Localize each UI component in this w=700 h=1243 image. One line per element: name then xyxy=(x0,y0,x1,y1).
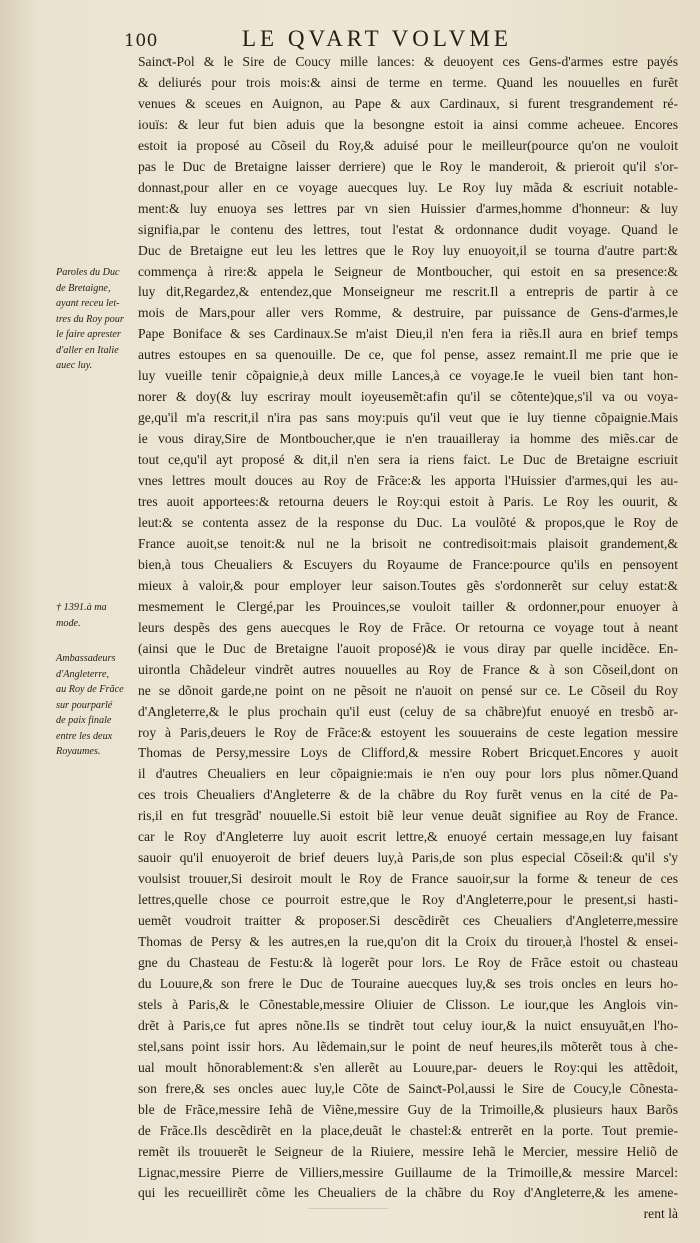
text-line: lettres,quelle chose ce pourroit estre,que le Roy d'Angleterre,pour le present,si hasti- xyxy=(138,892,678,908)
text-line: stels à Paris,& le Cõnestable,messire Oliuier de Clisson. Le iour,que les Anglois vin- xyxy=(138,996,678,1012)
margin-note-line: tres du Roy pour xyxy=(56,313,124,325)
text-line: de Frãce.Ils descẽdirẽt en la place,deuãt le chastel:& entrerẽt en la porte. Tout premie- xyxy=(138,1122,678,1138)
text-line: son frere,& ses oncles auec luy,le Cõte de Saincͭt-Pol,aussi le Sire de Coucy,le Cõnesta- xyxy=(138,1080,678,1096)
text-line: & deliurés pour trois mois:& ainsi de terme en terme. Quand les nouuelles en furẽt xyxy=(138,74,678,90)
text-line: autres estoupes en sa quenouille. De ce, que fol pense, assez remaint.Il me prie que ie xyxy=(138,347,678,363)
text-line: Thomas de Persy,messire Loys de Clifford,& messire Robert Bricquet.Encores y auoit xyxy=(138,745,678,761)
margin-note-line: ayant receu let- xyxy=(56,298,120,309)
text-line: du Louure,& son frere le Duc de Touraine auecques luy,& ses trois oncles en leurs ho- xyxy=(138,975,678,991)
text-line: Saincͭt-Pol & le Sire de Coucy mille lances: & deuoyent ces Gens-d'armes estre payés xyxy=(138,54,678,69)
margin-note-line: d'aller en Italie xyxy=(56,344,119,356)
text-line: voulsist trouuer,Si desiroit moult le Roy de France sauoir,sur la forme & teneur de ces xyxy=(138,871,678,887)
text-line: ble de Frãce,messire Iehã de Viẽne,messire Guy de la Trimoille,& plusieurs haux Barõs xyxy=(138,1101,678,1117)
bleed-through-mark xyxy=(308,1208,388,1223)
margin-note-date xyxy=(56,600,138,631)
text-line: (ainsi que le Duc de Bretaigne l'auoit proposé)& ie vous diray par quelle incidẽce. En- xyxy=(138,640,678,656)
margin-note-english-ambassadors xyxy=(56,651,138,760)
margin-note-duke-of-brittany xyxy=(56,265,138,374)
margin-note-line: de Bretaigne, xyxy=(56,282,111,294)
margin-note-line: † 1391.à ma xyxy=(56,602,107,613)
margin-note-line: le faire aprester xyxy=(56,329,121,340)
margin-note-line: sur pourparlé xyxy=(56,699,113,711)
text-line: signifia,par le contenu des lettres, tout l'estat & ordonnance dudit voyage. Quand le xyxy=(138,221,678,237)
text-line: bien,à tous Cheualiers & Escuyers du Royaume de France:pource qu'ils en pensoyent xyxy=(138,556,678,572)
text-line: uemẽt voudroit traitter & proposer.Si descẽdirẽt ces Cheualiers d'Angleterre,messire xyxy=(138,913,678,929)
text-line: d'Angleterre,& le plus prochain qu'il eust (celuy de sa chãbre)fut enuoyé en tresbõ ar- xyxy=(138,703,678,719)
text-line: leurs despẽs des gens auecques le Roy de Frãce. Or retourna ce voyage tout à neant xyxy=(138,619,678,635)
text-line: France auoit,se tenoit:& nul ne la brisoit ne contredisoit:mais plaisoit grandement,& xyxy=(138,535,678,551)
text-line: drẽt à Paris,ce fut apres nõne.Ils se tindrẽt tout celuy iour,& la nuict ensuyuãt,en l'ho- xyxy=(138,1017,678,1033)
text-line: venues & sceues en Auignon, au Pape & aux Cardinaux, si furent tresgrandement ré- xyxy=(138,95,678,111)
text-line: ment:& luy enuoya ses lettres par vn sien Huissier d'armes,homme d'honneur: & luy xyxy=(138,200,678,216)
text-line: rent là xyxy=(643,1206,678,1222)
text-line: gne du Chasteau de Festu:& là logerẽt pour lors. Le Roy de Frãce estoit ou chasteau xyxy=(138,954,678,970)
text-line: il d'autres Cheualiers en leur cõpaignie:mais ie n'en ouy pour lors plus nõmer.Quand xyxy=(138,766,678,782)
text-line: roy à Paris,deuers le Roy de Frãce:& estoyent les souuerains de ceste legation messire xyxy=(138,724,678,740)
text-line: estoit ia proposé au Cõseil du Roy,& aduisé pour le meilleur(pource qu'on ne vouloit xyxy=(138,137,678,153)
text-line: uirontla Chãdeleur vindrẽt autres nouuelles au Roy de France & à son Cõseil,dont on xyxy=(138,661,678,677)
text-line: leut:& se contenta assez de la response du Duc. La voulõté & propos,que le Roy de xyxy=(138,514,678,530)
text-line: tout ce,qu'il ayt proposé & dit,il n'en sera ia riens faict. Le Duc de Bretaigne escriuit xyxy=(138,452,678,468)
text-line: mesmement le Clergé,par les Prouinces,se vouloit tailler & ordonner,pour enuoyer à xyxy=(138,598,678,614)
margin-note-line: Paroles du Duc xyxy=(56,267,120,278)
text-line: ces trois Cheualiers d'Angleterre & de la chãbre du Roy furẽt venus en la cité de Pa- xyxy=(138,787,678,803)
page-number: 100 xyxy=(124,31,158,51)
margin-note-line: mode. xyxy=(56,617,81,629)
margin-note-line: Royaumes. xyxy=(56,746,101,757)
text-line: Lignac,messire Pierre de Villiers,messire Guillaume de la Trimoille,& messire Marcel: xyxy=(138,1164,678,1180)
text-line: ris,il en fut tresgrãd' nouuelle.Si estoit biẽ leur venue deuãt signifiee au Roy de France. xyxy=(138,808,678,824)
text-line: ual moult hõnorablement:& s'en allerẽt au Louure,par- deuers le Roy:qui les attẽdoit, xyxy=(138,1059,678,1075)
margin-note-line: de paix finale xyxy=(56,715,112,726)
text-line: mieux à valoir,& pour employer leur saison.Toutes gẽs s'ordonnerẽt sur celuy estat:& xyxy=(138,577,678,593)
text-line: vnes lettres moult douces au Roy de Frãce:& les apporta l'Huissier d'armes,qui les au- xyxy=(138,473,678,489)
running-title: LE QVART VOLVME xyxy=(242,26,512,51)
text-line: remẽt ils trouuerẽt le Seigneur de la Riuiere, messire Iehã le Mercier, messire Heliõ de xyxy=(138,1143,678,1159)
text-line: ne se dõnoit garde,ne point on ne pẽsoit ne n'auoit on pensé sur ce. Le Cõseil du Roy xyxy=(138,682,678,698)
text-line: norer & doy(& luy escriray moult ioyeusemẽt:afin qu'il se cõtente)que,s'il va ou voya- xyxy=(138,389,678,405)
text-line: sauoir qu'il enuoyeroit de brief deuers luy,à Paris,de son plus especial Cõseil:& qu'il s'y xyxy=(138,850,678,866)
text-line: luy dit,Regardez,& entendez,que Monseigneur me rescrit.Il a entrepris de partir à ce xyxy=(138,284,678,300)
text-line: iouïs: & leur fut bien aduis que la besongne estoit ia ainsi comme acheuee. Encores xyxy=(138,116,678,132)
margin-note-line: au Roy de Frãce xyxy=(56,684,124,695)
text-line: mois de Mars,pour aller vers Romme, & destruire, par puissance de Gens-d'armes,le xyxy=(138,305,678,321)
text-line: tres auoit apportees:& retourna deuers le Roy:qui estoit à Paris. Le Roy les ouurit, & xyxy=(138,494,678,510)
margin-note-line: entre les deux xyxy=(56,730,113,742)
margin-note-line: Ambassadeurs xyxy=(56,653,116,664)
text-line: ie vous diray,Sire de Montboucher,que ie n'en trauailleray ia homme des miẽs.car de xyxy=(138,431,678,447)
text-line: Thomas de Persy & les autres,en la rue,qu'on dit la Croix du tirouer,à l'hostel & ensei- xyxy=(138,934,678,950)
text-line: car le Roy d'Angleterre luy auoit escrit lettre,& enuoyé certain message,en luy faisant xyxy=(138,829,678,845)
text-line: commença à rire:& appela le Seigneur de Montboucher, qui estoit en sa presence:& xyxy=(138,263,678,279)
text-line: donnast,pour aller en ce voyage auecques luy. Le Roy luy mãda & escriuit notable- xyxy=(138,179,678,195)
text-line: luy vueille tenir cõpaignie,à deux mille Lances,à ce voyage.Ie le vueil bien tant hon- xyxy=(138,368,678,384)
text-line: ge,qu'il m'a rescrit,il n'ira pas sans moy:puis qu'il veut que ie luy tienne cõpaignie.Mais xyxy=(138,410,678,426)
text-line: Pape Boniface & ses Cardinaux.Se m'aist Dieu,il n'en fera ia riẽs.Il aura en brief temps xyxy=(138,326,678,342)
text-line: stel,sans point issir hors. Au lẽdemain,sur le point de neuf heures,ils mõterẽt tous à che- xyxy=(138,1038,678,1054)
main-text-column xyxy=(138,52,678,1225)
text-line: Duc de Bretaigne eut leu les lettres que le Roy luy enuoyoit,il se tourna d'autre part:& xyxy=(138,242,678,258)
margin-note-line: auec luy. xyxy=(56,360,93,371)
text-line: qui les recueillirẽt cõme les Cheualiers de la chãbre du Roy d'Angleterre,& les amene- xyxy=(138,1185,678,1201)
margin-note-line: d'Angleterre, xyxy=(56,668,110,680)
text-line: pas le Duc de Bretaigne laisser derriere) que le Roy le manderoit, & prieroit qu'il s'or- xyxy=(138,158,678,174)
